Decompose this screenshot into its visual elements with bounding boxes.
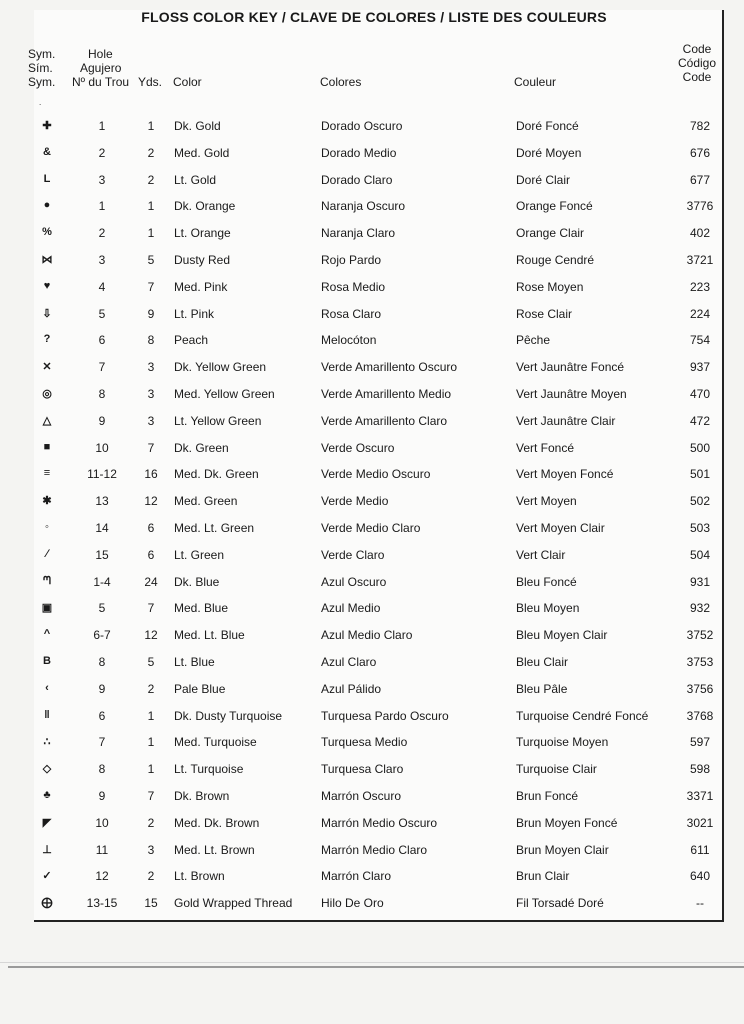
yards-cell: 7	[147, 279, 155, 294]
yards-cell: 6	[147, 520, 155, 535]
symbol-cell: ♣	[43, 788, 51, 801]
hole-cell: 5	[98, 306, 106, 321]
table-row	[0, 783, 744, 810]
code-cell: 502	[689, 494, 711, 509]
code-cell: 3721	[686, 252, 714, 267]
colores-cell: Azul Pálido	[321, 681, 382, 696]
hole-cell: 10	[95, 815, 109, 830]
table-row	[0, 837, 744, 864]
colores-cell: Marrón Medio Oscuro	[321, 815, 438, 830]
symbol-cell: ∴	[43, 736, 51, 749]
colores-cell: Naranja Claro	[321, 226, 396, 241]
code-cell: 3753	[686, 654, 714, 669]
hole-cell: 11-12	[87, 467, 117, 482]
yards-cell: 5	[147, 654, 155, 669]
code-cell: 782	[689, 119, 711, 133]
hole-cell: 1	[98, 119, 106, 133]
color-cell: Med. Gold	[174, 145, 230, 160]
color-cell: Lt. Pink	[174, 306, 215, 321]
symbol-cell: L	[43, 172, 51, 185]
yards-cell: 2	[147, 815, 155, 830]
symbol-cell: ■	[43, 440, 51, 453]
yards-cell: 6	[147, 547, 155, 562]
couleur-cell: Fil Torsadé Doré	[516, 896, 604, 911]
table-row	[0, 756, 744, 783]
color-cell: Dusty Red	[174, 252, 231, 267]
couleur-cell: Vert Jaunâtre Clair	[516, 413, 616, 428]
color-cell: Dk. Dusty Turquoise	[174, 708, 283, 723]
couleur-cell: Vert Clair	[516, 547, 566, 562]
code-cell: 3021	[686, 815, 714, 830]
colores-cell: Naranja Oscuro	[321, 199, 406, 214]
code-cell: 598	[689, 762, 711, 777]
color-cell: Gold Wrapped Thread	[174, 896, 293, 911]
code-cell: 3752	[686, 628, 714, 643]
symbol-cell: ●	[43, 199, 51, 212]
colores-cell: Rosa Medio	[321, 279, 386, 294]
symbol-cell: ✓	[42, 870, 52, 883]
code-cell: 503	[689, 520, 711, 535]
yards-cell: 12	[144, 628, 158, 643]
hole-cell: 7	[98, 735, 106, 750]
symbol-cell: ⋈	[41, 253, 53, 266]
couleur-cell: Doré Moyen	[516, 145, 582, 160]
code-cell: 754	[689, 333, 711, 348]
code-cell: 597	[689, 735, 711, 750]
symbol-cell: ✚	[42, 120, 52, 132]
table-row	[0, 542, 744, 569]
header-dot: .	[39, 98, 42, 107]
code-cell: 676	[689, 145, 711, 160]
symbol-cell: ◇	[42, 763, 52, 776]
couleur-cell: Orange Foncé	[516, 199, 593, 214]
code-cell: --	[696, 896, 704, 911]
color-cell: Med. Yellow Green	[174, 386, 275, 401]
colores-cell: Rosa Claro	[321, 306, 382, 321]
code-cell: 3371	[686, 788, 714, 803]
symbol-cell: ∕	[46, 547, 48, 560]
colores-cell: Marrón Claro	[321, 869, 392, 884]
symbol-cell: ᘉ	[43, 574, 51, 587]
table-row	[0, 247, 744, 274]
symbol-cell: ◤	[42, 816, 52, 829]
color-cell: Dk. Brown	[174, 788, 230, 803]
color-cell: Lt. Blue	[174, 654, 215, 669]
symbol-cell: ◎	[42, 387, 52, 400]
table-row	[0, 354, 744, 381]
header-yards: Yds.	[138, 75, 163, 89]
code-cell: 3776	[686, 199, 714, 214]
couleur-cell: Brun Moyen Clair	[516, 842, 609, 857]
symbol-cell: ‖	[44, 708, 50, 721]
code-cell: 223	[689, 279, 711, 294]
couleur-cell: Vert Moyen Clair	[516, 520, 605, 535]
couleur-cell: Pêche	[516, 333, 551, 348]
yards-cell: 7	[147, 440, 155, 455]
table-row	[0, 301, 744, 328]
hole-cell: 1-4	[93, 574, 111, 589]
colores-cell: Dorado Medio	[321, 145, 397, 160]
symbol-cell: ◦	[45, 520, 49, 533]
colores-cell: Azul Claro	[321, 654, 377, 669]
colores-cell: Marrón Medio Claro	[321, 842, 428, 857]
table-row	[0, 729, 744, 756]
couleur-cell: Vert Foncé	[516, 440, 575, 455]
symbol-cell: ?	[43, 333, 51, 346]
symbol-cell: ⊥	[42, 843, 52, 856]
hole-cell: 1	[98, 199, 106, 214]
yards-cell: 24	[144, 574, 158, 589]
hole-cell: 9	[98, 681, 106, 696]
yards-cell: 2	[147, 172, 155, 187]
yards-cell: 2	[147, 681, 155, 696]
hole-cell: 13	[95, 494, 109, 509]
colores-cell: Verde Medio Claro	[321, 520, 421, 535]
couleur-cell: Vert Moyen Foncé	[516, 467, 614, 482]
color-cell: Med. Lt. Brown	[174, 842, 255, 857]
code-cell: 3768	[686, 708, 714, 723]
colores-cell: Dorado Oscuro	[321, 119, 403, 133]
symbol-cell: ^	[43, 628, 51, 641]
yards-cell: 1	[147, 199, 155, 214]
symbol-cell: ≡	[43, 467, 51, 480]
symbol-cell: ✱	[42, 495, 52, 508]
floss-table	[0, 113, 744, 917]
color-cell: Med. Green	[174, 494, 238, 509]
color-cell: Dk. Blue	[174, 574, 220, 589]
couleur-cell: Bleu Moyen	[516, 601, 580, 616]
yards-cell: 3	[147, 360, 155, 375]
table-row	[0, 703, 744, 730]
color-cell: Med. Lt. Green	[174, 520, 255, 535]
symbol-cell: B	[43, 654, 51, 667]
code-cell: 611	[690, 842, 710, 857]
yards-cell: 12	[144, 494, 158, 509]
colores-cell: Verde Medio Oscuro	[321, 467, 431, 482]
table-row	[0, 461, 744, 488]
colores-cell: Turquesa Claro	[321, 762, 404, 777]
colores-cell: Rojo Pardo	[321, 252, 382, 267]
symbol-cell: ⇩	[42, 307, 52, 320]
colores-cell: Azul Medio	[321, 601, 381, 616]
yards-cell: 1	[147, 119, 155, 133]
color-cell: Lt. Brown	[174, 869, 225, 884]
color-cell: Lt. Turquoise	[174, 762, 244, 777]
colores-cell: Verde Oscuro	[321, 440, 395, 455]
colores-cell: Verde Medio	[321, 494, 389, 509]
color-cell: Dk. Yellow Green	[174, 360, 267, 375]
colores-cell: Turquesa Medio	[321, 735, 408, 750]
hole-cell: 8	[98, 762, 106, 777]
code-cell: 677	[689, 172, 711, 187]
code-cell: 402	[689, 226, 711, 241]
hole-cell: 8	[98, 654, 106, 669]
yards-cell: 7	[147, 601, 155, 616]
page-title: FLOSS COLOR KEY / CLAVE DE COLORES / LISTE DES COULEURS	[141, 9, 607, 25]
yards-cell: 9	[147, 306, 155, 321]
hole-cell: 2	[98, 145, 106, 160]
table-row	[0, 113, 744, 140]
header-code: Code Código Code	[677, 42, 717, 84]
colores-cell: Verde Amarillento Oscuro	[321, 360, 458, 375]
couleur-cell: Brun Moyen Foncé	[516, 815, 618, 830]
hole-cell: 9	[98, 788, 106, 803]
colores-cell: Verde Amarillento Medio	[321, 386, 452, 401]
yards-cell: 3	[147, 413, 155, 428]
symbol-cell: ♥	[43, 279, 51, 292]
couleur-cell: Vert Jaunâtre Foncé	[516, 360, 625, 375]
table-row	[0, 435, 744, 462]
symbol-cell: ▣	[41, 602, 53, 615]
table-row	[0, 167, 744, 194]
couleur-cell: Doré Foncé	[516, 119, 579, 133]
table-row	[0, 488, 744, 515]
table-row	[0, 890, 744, 917]
yards-cell: 16	[144, 467, 158, 482]
table-row	[0, 569, 744, 596]
color-cell: Lt. Yellow Green	[174, 413, 262, 428]
colores-cell: Dorado Claro	[321, 172, 393, 187]
header-couleur: Couleur	[514, 75, 557, 89]
hole-cell: 2	[98, 226, 106, 241]
hole-cell: 10	[95, 440, 109, 455]
couleur-cell: Rose Moyen	[516, 279, 584, 294]
yards-cell: 1	[147, 735, 155, 750]
hole-cell: 12	[95, 869, 109, 884]
code-cell: 501	[689, 467, 711, 482]
table-row	[0, 649, 744, 676]
table-row	[0, 381, 744, 408]
hole-cell: 4	[98, 279, 106, 294]
color-cell: Pale Blue	[174, 681, 226, 696]
header-colores: Colores	[320, 75, 362, 89]
couleur-cell: Bleu Moyen Clair	[516, 628, 608, 643]
table-row	[0, 515, 744, 542]
colores-cell: Turquesa Pardo Oscuro	[321, 708, 449, 723]
hole-cell: 3	[98, 172, 106, 187]
yards-cell: 1	[147, 762, 155, 777]
color-cell: Lt. Orange	[174, 226, 231, 241]
code-cell: 470	[689, 386, 711, 401]
symbol-cell: ‹	[45, 681, 49, 694]
couleur-cell: Doré Clair	[516, 172, 571, 187]
hole-cell: 7	[98, 360, 106, 375]
color-cell: Med. Pink	[174, 279, 228, 294]
yards-cell: 5	[147, 252, 155, 267]
hole-cell: 8	[98, 386, 106, 401]
hole-cell: 11	[95, 842, 109, 857]
table-row	[0, 408, 744, 435]
symbol-cell: %	[42, 226, 52, 239]
couleur-cell: Bleu Foncé	[516, 574, 577, 589]
header-symbol: Sym. Sím. Sym.	[28, 47, 56, 89]
header-hole: Hole Agujero Nº du Trou	[72, 47, 130, 89]
couleur-cell: Vert Jaunâtre Moyen	[516, 386, 627, 401]
color-cell: Peach	[174, 333, 209, 348]
couleur-cell: Turquoise Moyen	[516, 735, 609, 750]
hole-cell: 14	[95, 520, 109, 535]
code-cell: 640	[689, 869, 711, 884]
code-cell: 504	[689, 547, 711, 562]
colores-cell: Melocóton	[321, 333, 377, 348]
table-row	[0, 863, 744, 890]
code-cell: 472	[689, 413, 711, 428]
colores-cell: Hilo De Oro	[321, 896, 384, 911]
hole-cell: 6-7	[93, 628, 111, 643]
table-row	[0, 327, 744, 354]
scan-edge-line	[8, 966, 744, 968]
couleur-cell: Bleu Pâle	[516, 681, 568, 696]
color-cell: Med. Blue	[174, 601, 229, 616]
color-cell: Med. Lt. Blue	[174, 628, 245, 643]
yards-cell: 3	[147, 386, 155, 401]
table-row	[0, 676, 744, 703]
couleur-cell: Orange Clair	[516, 226, 585, 241]
color-cell: Dk. Gold	[174, 119, 221, 133]
code-cell: 500	[689, 440, 711, 455]
yards-cell: 2	[147, 869, 155, 884]
color-cell: Med. Dk. Brown	[174, 815, 260, 830]
table-row	[0, 622, 744, 649]
colores-cell: Verde Amarillento Claro	[321, 413, 448, 428]
colores-cell: Azul Oscuro	[321, 574, 387, 589]
header-color: Color	[173, 75, 202, 89]
symbol-cell: &	[43, 145, 51, 158]
yards-cell: 2	[147, 145, 155, 160]
table-row	[0, 140, 744, 167]
hole-cell: 6	[98, 333, 106, 348]
colores-cell: Azul Medio Claro	[321, 628, 413, 643]
table-row	[0, 220, 744, 247]
table-row	[0, 595, 744, 622]
couleur-cell: Rose Clair	[516, 306, 573, 321]
color-cell: Lt. Green	[174, 547, 225, 562]
couleur-cell: Turquoise Cendré Foncé	[516, 708, 649, 723]
color-cell: Med. Turquoise	[174, 735, 257, 750]
color-cell: Lt. Gold	[174, 172, 217, 187]
couleur-cell: Turquoise Clair	[516, 762, 597, 777]
code-cell: 3756	[686, 681, 714, 696]
couleur-cell: Brun Clair	[516, 869, 570, 884]
symbol-cell: ✕	[42, 361, 52, 374]
yards-cell: 1	[147, 708, 155, 723]
colores-cell: Verde Claro	[321, 547, 385, 562]
code-cell: 932	[689, 601, 711, 616]
hole-cell: 9	[98, 413, 106, 428]
couleur-cell: Rouge Cendré	[516, 252, 595, 267]
symbol-cell: ⨁	[41, 897, 53, 910]
scan-edge	[0, 962, 744, 963]
yards-cell: 3	[147, 842, 155, 857]
yards-cell: 7	[147, 788, 155, 803]
yards-cell: 1	[147, 226, 155, 241]
color-cell: Med. Dk. Green	[174, 467, 259, 482]
hole-cell: 15	[95, 547, 109, 562]
couleur-cell: Vert Moyen	[516, 494, 577, 509]
code-cell: 931	[689, 574, 711, 589]
yards-cell: 8	[147, 333, 155, 348]
hole-cell: 5	[98, 601, 106, 616]
colores-cell: Marrón Oscuro	[321, 788, 402, 803]
hole-cell: 6	[98, 708, 106, 723]
hole-cell: 13-15	[86, 896, 118, 911]
couleur-cell: Bleu Clair	[516, 654, 569, 669]
table-row	[0, 274, 744, 301]
code-cell: 224	[689, 306, 711, 321]
color-cell: Dk. Green	[174, 440, 229, 455]
symbol-cell: △	[42, 414, 52, 427]
color-cell: Dk. Orange	[174, 199, 236, 214]
couleur-cell: Brun Foncé	[516, 788, 579, 803]
code-cell: 937	[689, 360, 711, 375]
hole-cell: 3	[98, 252, 106, 267]
table-row	[0, 810, 744, 837]
yards-cell: 15	[144, 896, 158, 911]
table-row	[0, 193, 744, 220]
